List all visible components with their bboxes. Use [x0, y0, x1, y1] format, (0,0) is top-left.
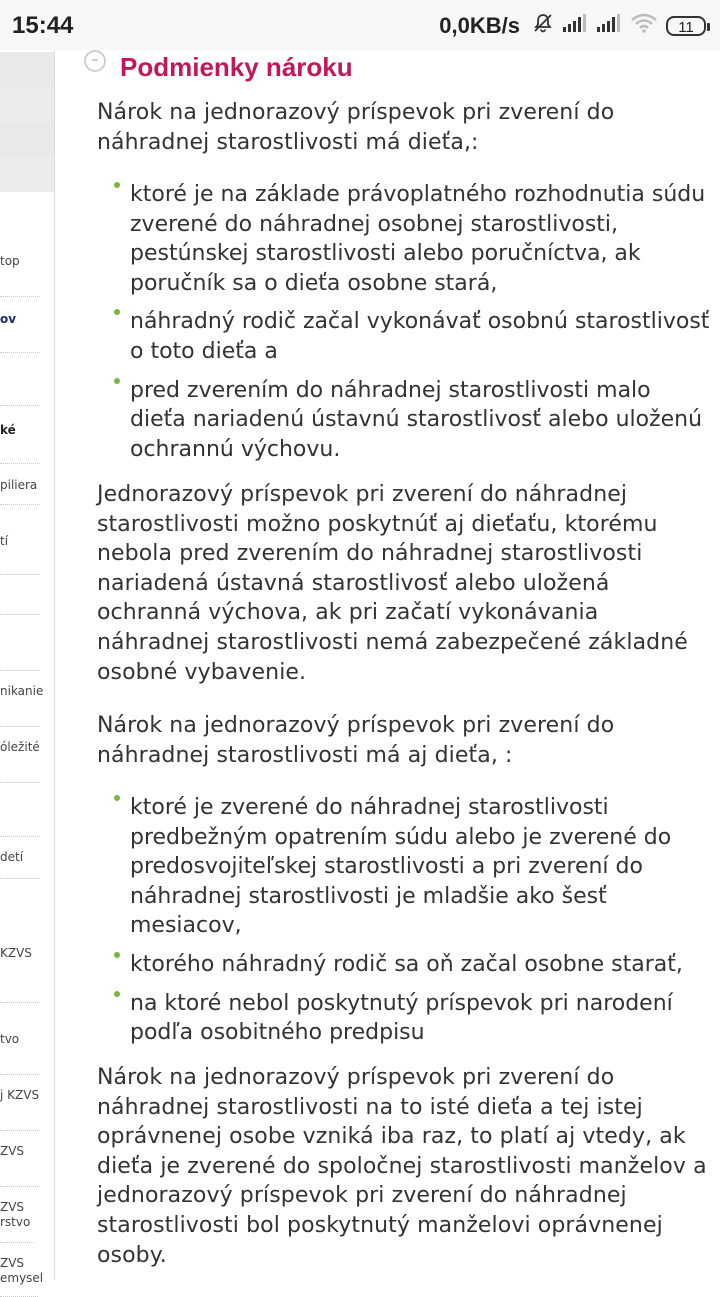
sidebar-item[interactable]: piliera — [0, 478, 40, 505]
intro-paragraph: Nárok na jednorazový príspevok pri zverení do náhradnej starostlivosti má aj dieťa, : — [97, 713, 615, 768]
sidebar-item[interactable]: ZVS emysel — [0, 1256, 38, 1297]
sidebar-divider — [0, 836, 40, 837]
paragraph: Nárok na jednorazový príspevok pri zverení do náhradnej starostlivosti na to isté dieťa a tej istej oprávnenej osobe vzniká iba raz, to platí aj vtedy, ak dieťa je zverené do spoločnej starostlivosti manželov a jednorazový príspevok pri zverení do náhradnej starostlivosti bol poskytnutý manželovi oprávnenej osoby. — [97, 1065, 707, 1268]
signal-icon — [596, 13, 622, 38]
sidebar — [0, 50, 55, 1285]
bullet-icon — [114, 378, 120, 384]
list-item: na ktoré nebol poskytnutý príspevok pri narodení podľa osobitného predpisu — [112, 989, 712, 1048]
sidebar-item[interactable]: ZVS rstvo — [0, 1200, 34, 1243]
eligibility-list — [112, 793, 712, 1048]
bullet-icon — [114, 309, 120, 315]
paragraph: Jednorazový príspevok pri zverení do náhradnej starostlivosti možno poskytnúť aj dieťaťu, ktorému nebola pred zverením do náhradnej starostlivosti nariadená ústavná starostlivosť alebo uložená ochranná výchova, ak pri začatí vykonávania náhradnej starostlivosti nemá zabezpečené základné osobné vybavenie. — [97, 482, 688, 685]
network-speed: 0,0KB/s — [439, 12, 520, 38]
intro-paragraph: Nárok na jednorazový príspevok pri zverení do náhradnej starostlivosti má dieťa,: — [97, 100, 615, 155]
battery-icon: 11 — [666, 16, 706, 36]
sidebar-divider — [0, 670, 40, 671]
sidebar-item[interactable]: nikanie — [0, 684, 40, 727]
collapse-icon[interactable]: – — [84, 50, 106, 72]
sidebar-item[interactable]: top — [0, 254, 40, 297]
sidebar-item[interactable]: ké — [0, 423, 40, 464]
sidebar-tab[interactable] — [0, 87, 54, 122]
list-item: náhradný rodič začal vykonávať osobnú starostlivosť o toto dieťa a — [112, 307, 712, 366]
eligibility-list — [112, 180, 712, 464]
list-item: ktoré je na základe právoplatného rozhodnutia súdu zverené do náhradnej osobnej starostlivosti, pestúnskej starostlivosti alebo poručníctva, ak poručník sa o dieťa osobne stará, — [112, 180, 712, 298]
list-item: pred zverením do náhradnej starostlivosti malo dieťa nariadenú ústavnú starostlivosť alebo uloženú ochrannú výchovu. — [112, 376, 712, 465]
bullet-icon — [114, 952, 120, 958]
signal-icon — [562, 13, 588, 38]
bullet-icon — [114, 182, 120, 188]
sidebar-tab[interactable] — [0, 157, 54, 192]
list-item: ktoré je zverené do náhradnej starostlivosti predbežným opatrením súdu alebo je zverené do predosvojiteľskej starostlivosti a pri zverení do náhradnej starostlivosti je mladšie ako šesť mesiacov, — [112, 793, 712, 941]
sidebar-item[interactable]: detí — [0, 850, 40, 879]
status-time: 15:44 — [12, 12, 74, 39]
sidebar-divider — [0, 614, 40, 615]
bullet-icon — [114, 795, 120, 801]
sidebar-divider — [0, 405, 40, 406]
bullet-icon — [114, 991, 120, 997]
status-icons — [439, 12, 706, 39]
wifi-icon — [630, 13, 658, 38]
sidebar-item[interactable]: tí — [0, 534, 40, 575]
sidebar-item[interactable]: ZVS — [0, 1144, 40, 1187]
sidebar-item[interactable]: óležité — [0, 740, 40, 783]
sidebar-tab[interactable] — [0, 52, 54, 87]
section-title: Podmienky nároku — [120, 52, 353, 82]
sidebar-item[interactable]: KZVS — [0, 946, 40, 1003]
mute-bell-icon — [532, 12, 554, 39]
sidebar-item[interactable]: j KZVS — [0, 1088, 40, 1131]
list-item: ktorého náhradný rodič sa oň začal osobne starať, — [112, 950, 712, 980]
status-bar — [0, 0, 720, 50]
sidebar-item[interactable]: tvo — [0, 1032, 40, 1075]
sidebar-tab[interactable] — [0, 122, 54, 157]
sidebar-item[interactable]: ov — [0, 312, 40, 353]
